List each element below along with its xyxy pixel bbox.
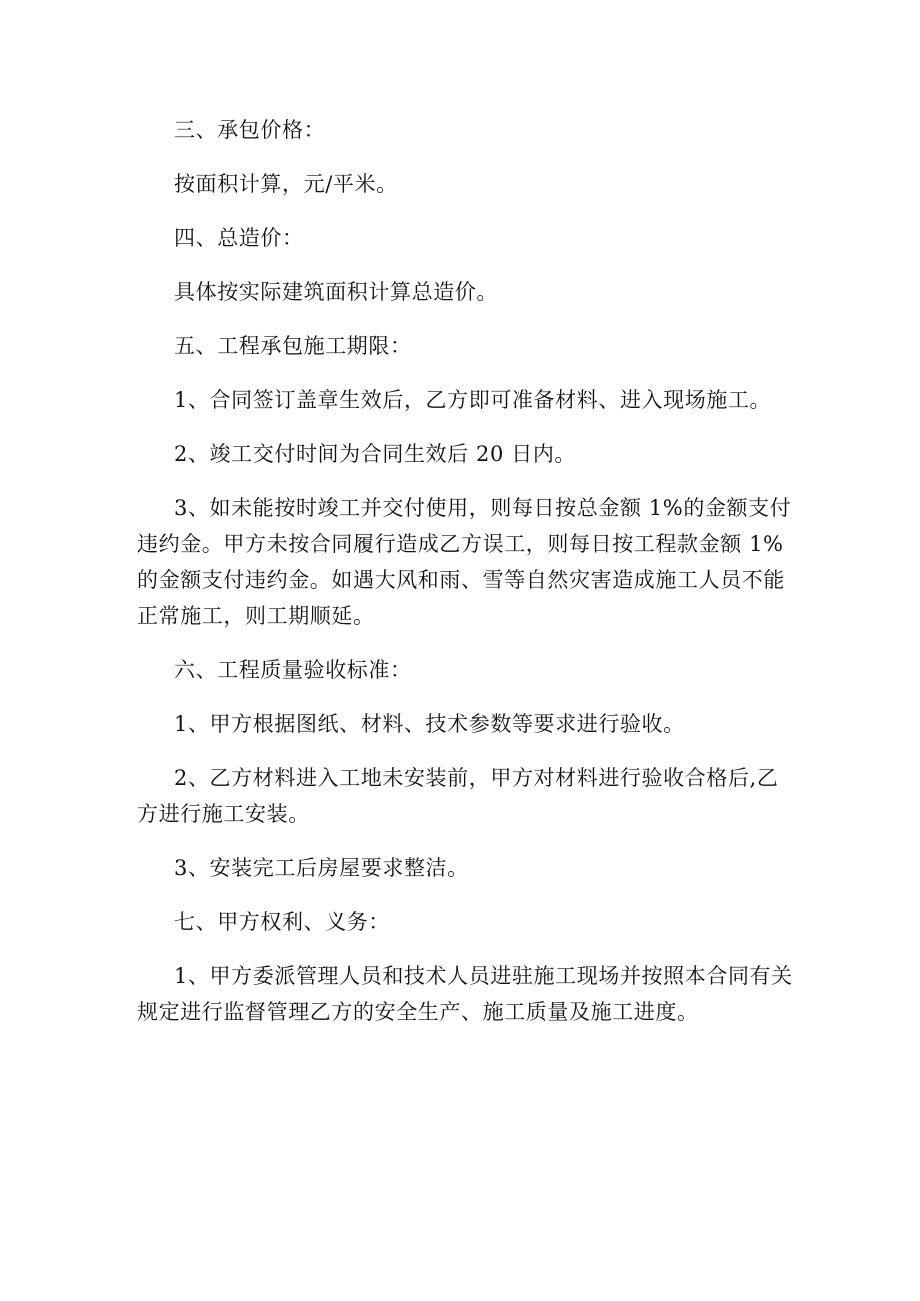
section-heading-party-a-rights: 七、甲方权利、义务： <box>174 910 390 934</box>
paragraph-quality-item-1: 1、甲方根据图纸、材料、技术参数等要求进行验收。 <box>174 712 685 736</box>
paragraph-period-item-1: 1、合同签订盖章生效后，乙方即可准备材料、进入现场施工。 <box>174 388 772 412</box>
section-heading-contract-price: 三、承包价格： <box>174 118 326 142</box>
section-heading-quality-acceptance: 六、工程质量验收标准： <box>174 658 412 682</box>
paragraph-party-a-item-1: 1、甲方委派管理人员和技术人员进驻施工现场并按照本合同有关规定进行监督管理乙方的安全生产、施工质量及施工进度。 <box>137 964 793 1024</box>
paragraph-quality-item-3: 3、安装完工后房屋要求整洁。 <box>174 856 469 880</box>
paragraph-quality-item-2: 2、乙方材料进入工地未安装前，甲方对材料进行验收合格后,乙方进行施工安装。 <box>137 766 779 826</box>
paragraph-period-item-2: 2、竣工交付时间为合同生效后 20 日内。 <box>174 442 577 466</box>
section-heading-construction-period: 五、工程承包施工期限： <box>174 334 412 358</box>
paragraph-price-method: 按面积计算，元/平米。 <box>174 172 398 196</box>
paragraph-period-item-3: 3、如未能按时竣工并交付使用，则每日按总金额 1%的金额支付违约金。甲方未按合同履行造成乙方误工，则每日按工程款金额 1%的金额支付违约金。如遇大风和雨、雪等自然灾害造成施工人员不能正常施工，则工期顺延。 <box>137 496 792 628</box>
paragraph-total-cost: 具体按实际建筑面积计算总造价。 <box>174 280 498 304</box>
document-body <box>137 112 797 1048</box>
section-heading-total-cost: 四、总造价： <box>174 226 304 250</box>
